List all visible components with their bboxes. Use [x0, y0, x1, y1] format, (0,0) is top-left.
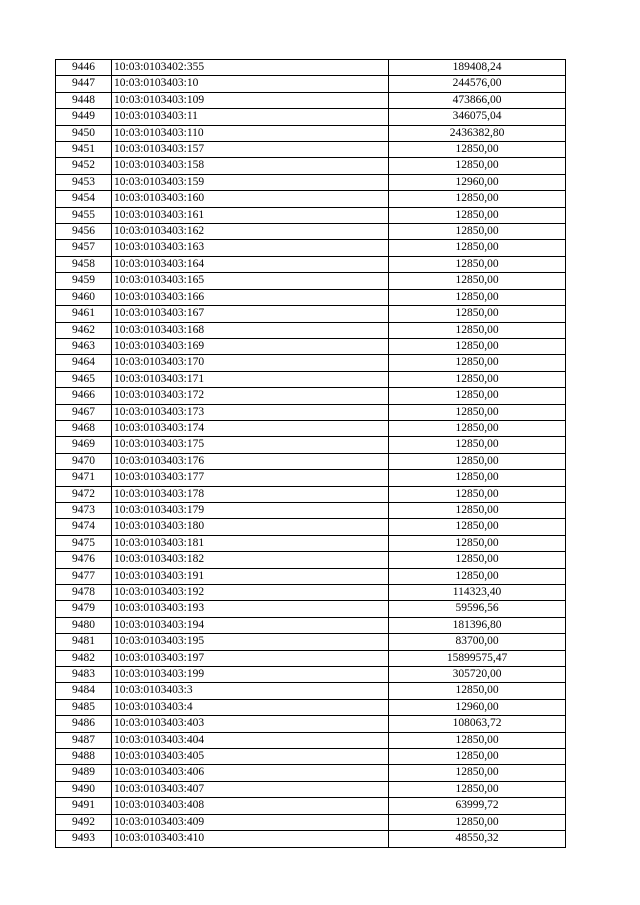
- row-number-cell: 9491: [56, 798, 112, 814]
- cadastral-number-cell: 10:03:0103403:192: [112, 585, 389, 601]
- cadastral-number-cell: 10:03:0103403:167: [112, 306, 389, 322]
- row-number-cell: 9490: [56, 781, 112, 797]
- table-row: [56, 552, 566, 568]
- cadastral-number-cell: 10:03:0103403:164: [112, 256, 389, 272]
- row-number-cell: 9462: [56, 322, 112, 338]
- cadastral-number-cell: 10:03:0103403:157: [112, 142, 389, 158]
- row-number-cell: 9470: [56, 453, 112, 469]
- table-row: [56, 273, 566, 289]
- table-row: [56, 142, 566, 158]
- cadastral-value-cell: 244576,00: [389, 76, 566, 92]
- table-row: [56, 60, 566, 76]
- cadastral-number-cell: 10:03:0103403:193: [112, 601, 389, 617]
- cadastral-number-cell: 10:03:0103403:158: [112, 158, 389, 174]
- table-row: [56, 158, 566, 174]
- cadastral-number-cell: 10:03:0103403:163: [112, 240, 389, 256]
- cadastral-number-cell: 10:03:0103403:182: [112, 552, 389, 568]
- cadastral-value-cell: 12850,00: [389, 749, 566, 765]
- cadastral-value-cell: 83700,00: [389, 634, 566, 650]
- row-number-cell: 9463: [56, 338, 112, 354]
- cadastral-value-cell: 12850,00: [389, 273, 566, 289]
- cadastral-value-cell: 15899575,47: [389, 650, 566, 666]
- cadastral-number-cell: 10:03:0103403:159: [112, 174, 389, 190]
- cadastral-value-cell: 59596,56: [389, 601, 566, 617]
- cadastral-number-cell: 10:03:0103403:4: [112, 699, 389, 715]
- table-row: [56, 109, 566, 125]
- cadastral-number-cell: 10:03:0103403:197: [112, 650, 389, 666]
- table-row: [56, 388, 566, 404]
- cadastral-number-cell: 10:03:0103403:191: [112, 568, 389, 584]
- cadastral-value-cell: 12850,00: [389, 404, 566, 420]
- table-row: [56, 814, 566, 830]
- row-number-cell: 9493: [56, 831, 112, 847]
- table-row: [56, 453, 566, 469]
- cadastral-number-cell: 10:03:0103403:109: [112, 92, 389, 108]
- table-row: [56, 617, 566, 633]
- table-row: [56, 535, 566, 551]
- row-number-cell: 9446: [56, 60, 112, 76]
- row-number-cell: 9472: [56, 486, 112, 502]
- cadastral-number-cell: 10:03:0103403:10: [112, 76, 389, 92]
- table-row: [56, 322, 566, 338]
- cadastral-value-cell: 12850,00: [389, 519, 566, 535]
- cadastral-number-cell: 10:03:0103403:173: [112, 404, 389, 420]
- table-row: [56, 355, 566, 371]
- cadastral-number-cell: 10:03:0103403:177: [112, 470, 389, 486]
- table-row: [56, 650, 566, 666]
- table-row: [56, 289, 566, 305]
- cadastral-number-cell: 10:03:0103403:403: [112, 716, 389, 732]
- table-row: [56, 174, 566, 190]
- table-row: [56, 749, 566, 765]
- row-number-cell: 9464: [56, 355, 112, 371]
- table-row: [56, 371, 566, 387]
- table-body: [56, 60, 566, 848]
- cadastral-value-cell: 12850,00: [389, 814, 566, 830]
- table-row: [56, 683, 566, 699]
- row-number-cell: 9460: [56, 289, 112, 305]
- table-row: [56, 798, 566, 814]
- cadastral-value-cell: 12850,00: [389, 486, 566, 502]
- table-row: [56, 781, 566, 797]
- cadastral-value-cell: 189408,24: [389, 60, 566, 76]
- cadastral-number-cell: 10:03:0103403:175: [112, 437, 389, 453]
- cadastral-number-cell: 10:03:0103403:166: [112, 289, 389, 305]
- row-number-cell: 9465: [56, 371, 112, 387]
- row-number-cell: 9455: [56, 207, 112, 223]
- cadastral-value-cell: 12850,00: [389, 781, 566, 797]
- cadastral-value-cell: 12960,00: [389, 699, 566, 715]
- cadastral-number-cell: 10:03:0103402:355: [112, 60, 389, 76]
- table-row: [56, 601, 566, 617]
- table-row: [56, 519, 566, 535]
- table-row: [56, 699, 566, 715]
- row-number-cell: 9450: [56, 125, 112, 141]
- row-number-cell: 9447: [56, 76, 112, 92]
- cadastral-value-cell: 12850,00: [389, 765, 566, 781]
- table-row: [56, 125, 566, 141]
- row-number-cell: 9485: [56, 699, 112, 715]
- row-number-cell: 9456: [56, 224, 112, 240]
- cadastral-number-cell: 10:03:0103403:172: [112, 388, 389, 404]
- cadastral-number-cell: 10:03:0103403:169: [112, 338, 389, 354]
- row-number-cell: 9484: [56, 683, 112, 699]
- table-row: [56, 486, 566, 502]
- cadastral-number-cell: 10:03:0103403:194: [112, 617, 389, 633]
- row-number-cell: 9461: [56, 306, 112, 322]
- cadastral-value-cell: 12850,00: [389, 240, 566, 256]
- cadastral-value-cell: 12960,00: [389, 174, 566, 190]
- cadastral-number-cell: 10:03:0103403:180: [112, 519, 389, 535]
- row-number-cell: 9480: [56, 617, 112, 633]
- cadastral-value-table: [55, 59, 566, 848]
- cadastral-value-cell: 181396,80: [389, 617, 566, 633]
- row-number-cell: 9478: [56, 585, 112, 601]
- row-number-cell: 9466: [56, 388, 112, 404]
- cadastral-value-cell: 346075,04: [389, 109, 566, 125]
- table-row: [56, 470, 566, 486]
- cadastral-number-cell: 10:03:0103403:174: [112, 420, 389, 436]
- row-number-cell: 9458: [56, 256, 112, 272]
- cadastral-value-cell: 12850,00: [389, 224, 566, 240]
- row-number-cell: 9452: [56, 158, 112, 174]
- table-row: [56, 437, 566, 453]
- cadastral-value-cell: 12850,00: [389, 683, 566, 699]
- cadastral-number-cell: 10:03:0103403:408: [112, 798, 389, 814]
- cadastral-value-cell: 12850,00: [389, 388, 566, 404]
- table-row: [56, 404, 566, 420]
- row-number-cell: 9453: [56, 174, 112, 190]
- row-number-cell: 9467: [56, 404, 112, 420]
- cadastral-number-cell: 10:03:0103403:195: [112, 634, 389, 650]
- cadastral-value-cell: 114323,40: [389, 585, 566, 601]
- row-number-cell: 9474: [56, 519, 112, 535]
- cadastral-value-cell: 12850,00: [389, 322, 566, 338]
- row-number-cell: 9473: [56, 502, 112, 518]
- table-row: [56, 92, 566, 108]
- row-number-cell: 9449: [56, 109, 112, 125]
- cadastral-value-cell: 12850,00: [389, 420, 566, 436]
- cadastral-number-cell: 10:03:0103403:161: [112, 207, 389, 223]
- cadastral-number-cell: 10:03:0103403:407: [112, 781, 389, 797]
- cadastral-number-cell: 10:03:0103403:199: [112, 667, 389, 683]
- cadastral-value-cell: 12850,00: [389, 453, 566, 469]
- table-row: [56, 667, 566, 683]
- cadastral-value-cell: 473866,00: [389, 92, 566, 108]
- cadastral-value-cell: 12850,00: [389, 256, 566, 272]
- cadastral-value-cell: 48550,32: [389, 831, 566, 847]
- cadastral-value-cell: 2436382,80: [389, 125, 566, 141]
- row-number-cell: 9489: [56, 765, 112, 781]
- cadastral-value-cell: 12850,00: [389, 207, 566, 223]
- cadastral-value-cell: 12850,00: [389, 289, 566, 305]
- cadastral-number-cell: 10:03:0103403:409: [112, 814, 389, 830]
- cadastral-number-cell: 10:03:0103403:406: [112, 765, 389, 781]
- cadastral-value-cell: 12850,00: [389, 338, 566, 354]
- cadastral-value-cell: 12850,00: [389, 437, 566, 453]
- table-row: [56, 716, 566, 732]
- table-row: [56, 191, 566, 207]
- cadastral-number-cell: 10:03:0103403:176: [112, 453, 389, 469]
- table-row: [56, 76, 566, 92]
- row-number-cell: 9451: [56, 142, 112, 158]
- row-number-cell: 9468: [56, 420, 112, 436]
- row-number-cell: 9492: [56, 814, 112, 830]
- table-row: [56, 338, 566, 354]
- table-row: [56, 224, 566, 240]
- cadastral-number-cell: 10:03:0103403:3: [112, 683, 389, 699]
- row-number-cell: 9477: [56, 568, 112, 584]
- cadastral-number-cell: 10:03:0103403:165: [112, 273, 389, 289]
- table-row: [56, 568, 566, 584]
- cadastral-value-cell: 12850,00: [389, 470, 566, 486]
- cadastral-number-cell: 10:03:0103403:11: [112, 109, 389, 125]
- cadastral-number-cell: 10:03:0103403:171: [112, 371, 389, 387]
- row-number-cell: 9475: [56, 535, 112, 551]
- cadastral-number-cell: 10:03:0103403:410: [112, 831, 389, 847]
- row-number-cell: 9454: [56, 191, 112, 207]
- cadastral-value-cell: 12850,00: [389, 306, 566, 322]
- cadastral-value-cell: 12850,00: [389, 568, 566, 584]
- cadastral-value-cell: 12850,00: [389, 535, 566, 551]
- cadastral-value-cell: 12850,00: [389, 552, 566, 568]
- row-number-cell: 9482: [56, 650, 112, 666]
- cadastral-value-cell: 63999,72: [389, 798, 566, 814]
- cadastral-number-cell: 10:03:0103403:110: [112, 125, 389, 141]
- row-number-cell: 9486: [56, 716, 112, 732]
- row-number-cell: 9481: [56, 634, 112, 650]
- cadastral-number-cell: 10:03:0103403:170: [112, 355, 389, 371]
- table-row: [56, 256, 566, 272]
- row-number-cell: 9459: [56, 273, 112, 289]
- cadastral-number-cell: 10:03:0103403:168: [112, 322, 389, 338]
- cadastral-value-cell: 108063,72: [389, 716, 566, 732]
- cadastral-value-cell: 12850,00: [389, 142, 566, 158]
- row-number-cell: 9476: [56, 552, 112, 568]
- cadastral-number-cell: 10:03:0103403:178: [112, 486, 389, 502]
- row-number-cell: 9479: [56, 601, 112, 617]
- cadastral-value-cell: 12850,00: [389, 371, 566, 387]
- table-row: [56, 732, 566, 748]
- table-row: [56, 420, 566, 436]
- cadastral-value-cell: 12850,00: [389, 502, 566, 518]
- row-number-cell: 9448: [56, 92, 112, 108]
- row-number-cell: 9483: [56, 667, 112, 683]
- table-row: [56, 585, 566, 601]
- cadastral-value-cell: 12850,00: [389, 732, 566, 748]
- row-number-cell: 9488: [56, 749, 112, 765]
- table-row: [56, 502, 566, 518]
- table-row: [56, 765, 566, 781]
- cadastral-value-cell: 12850,00: [389, 158, 566, 174]
- cadastral-number-cell: 10:03:0103403:181: [112, 535, 389, 551]
- row-number-cell: 9471: [56, 470, 112, 486]
- cadastral-number-cell: 10:03:0103403:405: [112, 749, 389, 765]
- cadastral-value-cell: 305720,00: [389, 667, 566, 683]
- table-row: [56, 306, 566, 322]
- cadastral-number-cell: 10:03:0103403:162: [112, 224, 389, 240]
- cadastral-number-cell: 10:03:0103403:179: [112, 502, 389, 518]
- table-row: [56, 634, 566, 650]
- cadastral-number-cell: 10:03:0103403:404: [112, 732, 389, 748]
- row-number-cell: 9457: [56, 240, 112, 256]
- row-number-cell: 9469: [56, 437, 112, 453]
- cadastral-value-cell: 12850,00: [389, 355, 566, 371]
- table-row: [56, 240, 566, 256]
- row-number-cell: 9487: [56, 732, 112, 748]
- cadastral-number-cell: 10:03:0103403:160: [112, 191, 389, 207]
- cadastral-value-cell: 12850,00: [389, 191, 566, 207]
- table-row: [56, 831, 566, 847]
- table-row: [56, 207, 566, 223]
